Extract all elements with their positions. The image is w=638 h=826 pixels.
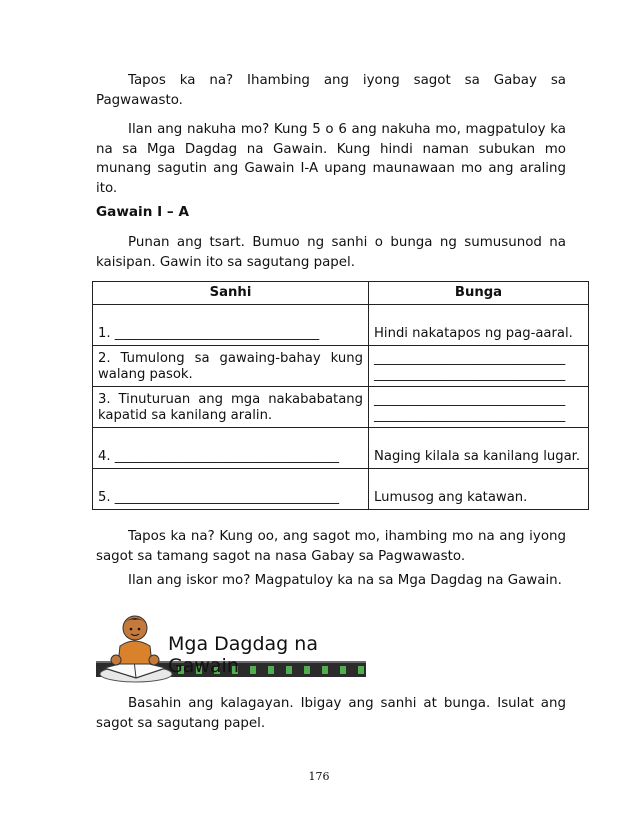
page-number: 176: [308, 770, 330, 783]
gawain-heading: Gawain I – A: [96, 204, 189, 220]
paragraph-2: Ilan ang nakuha mo? Kung 5 o 6 ang nakuha mo, magpatuloy ka na sa Mga Dagdag na Gawain. Kung hindi naman subukan mo munang sagutin ang Gawain I-A upang maunawaan mo ang araling ito.: [96, 122, 566, 196]
cell-bunga: _____________________________ _____________________________: [369, 346, 589, 387]
dagdag-banner: [96, 608, 366, 686]
table-row: [93, 305, 589, 346]
paragraph-6: Basahin ang kalagayan. Ibigay ang sanhi at bunga. Isulat ang sagot sa sagutang papel.: [96, 696, 566, 731]
cell-bunga: _____________________________ _____________________________: [369, 387, 589, 428]
banner-title: Mga Dagdag na Gawain: [168, 633, 318, 677]
cell-sanhi: 3. Tinuturuan ang mga nakababatang kapatid sa kanilang aralin.: [93, 387, 369, 428]
header-sanhi: Sanhi: [93, 282, 369, 305]
paragraph-3: Punan ang tsart. Bumuo ng sanhi o bunga ng sumusunod na kaisipan. Gawin ito sa sagutang papel.: [96, 235, 566, 270]
paragraph-5: Ilan ang iskor mo? Magpatuloy ka na sa Mga Dagdag na Gawain.: [128, 573, 562, 588]
cell-sanhi: 1. _______________________________: [93, 305, 369, 346]
table-row: [93, 469, 589, 510]
paragraph-1: Tapos ka na? Ihambing ang iyong sagot sa Gabay sa Pagwawasto.: [96, 73, 566, 108]
child-reading-icon: [96, 608, 174, 686]
cell-bunga: Lumusog ang katawan.: [369, 469, 589, 510]
paragraph-4: Tapos ka na? Kung oo, ang sagot mo, ihambing mo na ang iyong sagot sa tamang sagot na nasa Gabay sa Pagwawasto.: [96, 529, 566, 564]
cell-sanhi: 2. Tumulong sa gawaing-bahay kung walang pasok.: [93, 346, 369, 387]
table-row: [93, 387, 589, 428]
header-bunga: Bunga: [369, 282, 589, 305]
cell-sanhi: 4. __________________________________: [93, 428, 369, 469]
table-row: [93, 346, 589, 387]
cell-sanhi: 5. __________________________________: [93, 469, 369, 510]
cell-bunga: Naging kilala sa kanilang lugar.: [369, 428, 589, 469]
sanhi-bunga-table: [92, 281, 589, 510]
cell-bunga: Hindi nakatapos ng pag-aaral.: [369, 305, 589, 346]
table-row: [93, 428, 589, 469]
